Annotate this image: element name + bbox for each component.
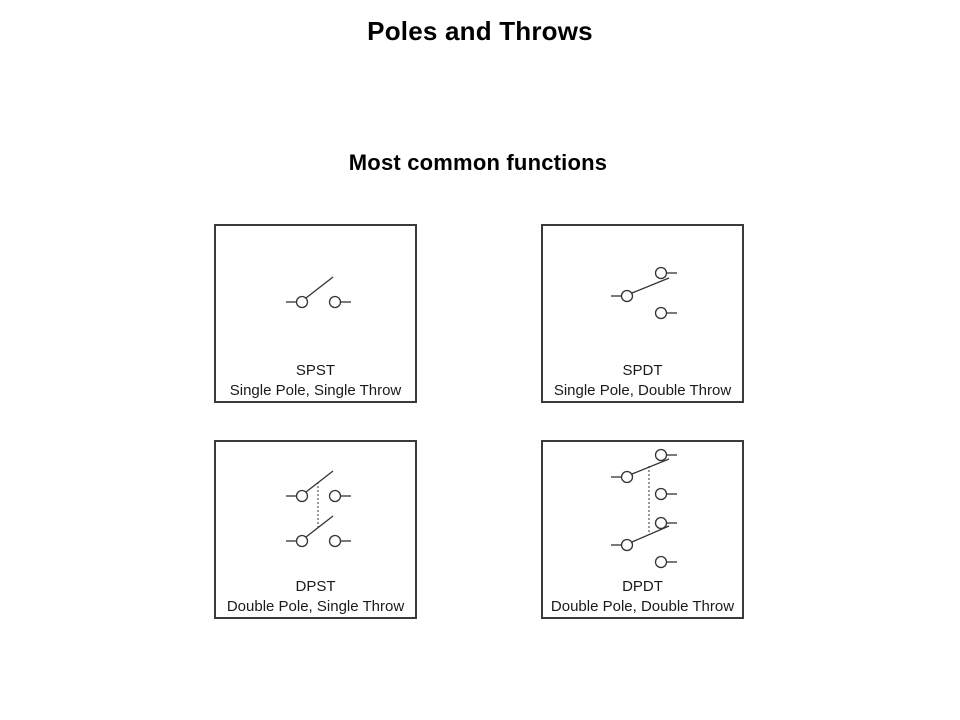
spdt-throw-terminal-upper	[656, 268, 667, 279]
dpdt-full-name: Double Pole, Double Throw	[550, 598, 735, 615]
dpdt-actuator-blade-upper	[632, 459, 669, 474]
dpst-full-name: Double Pole, Single Throw	[226, 598, 405, 615]
switch-card-dpdt	[541, 440, 744, 619]
dpdt-caption	[543, 577, 742, 617]
spdt-caption	[543, 361, 742, 401]
dpst-actuator-blade-upper	[306, 471, 333, 492]
dpst-throw-terminal-upper	[330, 491, 341, 502]
dpdt-throw-terminal-4	[656, 557, 667, 568]
spdt-full-name: Single Pole, Double Throw	[553, 382, 732, 399]
dpst-caption	[216, 577, 415, 617]
spdt-abbreviation: SPDT	[622, 362, 663, 379]
spdt-throw-terminal-lower	[656, 308, 667, 319]
dpdt-symbol	[543, 442, 742, 572]
spst-symbol	[216, 226, 415, 356]
dpdt-throw-terminal-2	[656, 489, 667, 500]
dpst-abbreviation: DPST	[295, 578, 336, 595]
spst-pole-terminal	[297, 297, 308, 308]
spst-actuator-blade	[306, 277, 333, 298]
dpdt-throw-terminal-1	[656, 450, 667, 461]
dpst-pole-terminal-lower	[297, 536, 308, 547]
dpst-throw-terminal-lower	[330, 536, 341, 547]
dpdt-pole-terminal-upper	[622, 472, 633, 483]
spdt-symbol	[543, 226, 742, 356]
dpdt-abbreviation: DPDT	[622, 578, 663, 595]
spst-throw-terminal	[330, 297, 341, 308]
switch-card-dpst	[214, 440, 417, 619]
spst-full-name: Single Pole, Single Throw	[229, 382, 402, 399]
spst-abbreviation: SPST	[295, 362, 336, 379]
dpst-actuator-blade-lower	[306, 516, 333, 537]
slide-title: Poles and Throws	[367, 16, 593, 46]
spdt-actuator-blade	[632, 278, 669, 293]
dpst-pole-terminal-upper	[297, 491, 308, 502]
spst-caption	[216, 361, 415, 401]
spdt-pole-terminal	[622, 291, 633, 302]
section-heading: Most common functions	[348, 150, 608, 175]
dpdt-throw-terminal-3	[656, 518, 667, 529]
switch-card-spst	[214, 224, 417, 403]
dpdt-pole-terminal-lower	[622, 540, 633, 551]
switch-card-spdt	[541, 224, 744, 403]
dpst-symbol	[216, 442, 415, 572]
